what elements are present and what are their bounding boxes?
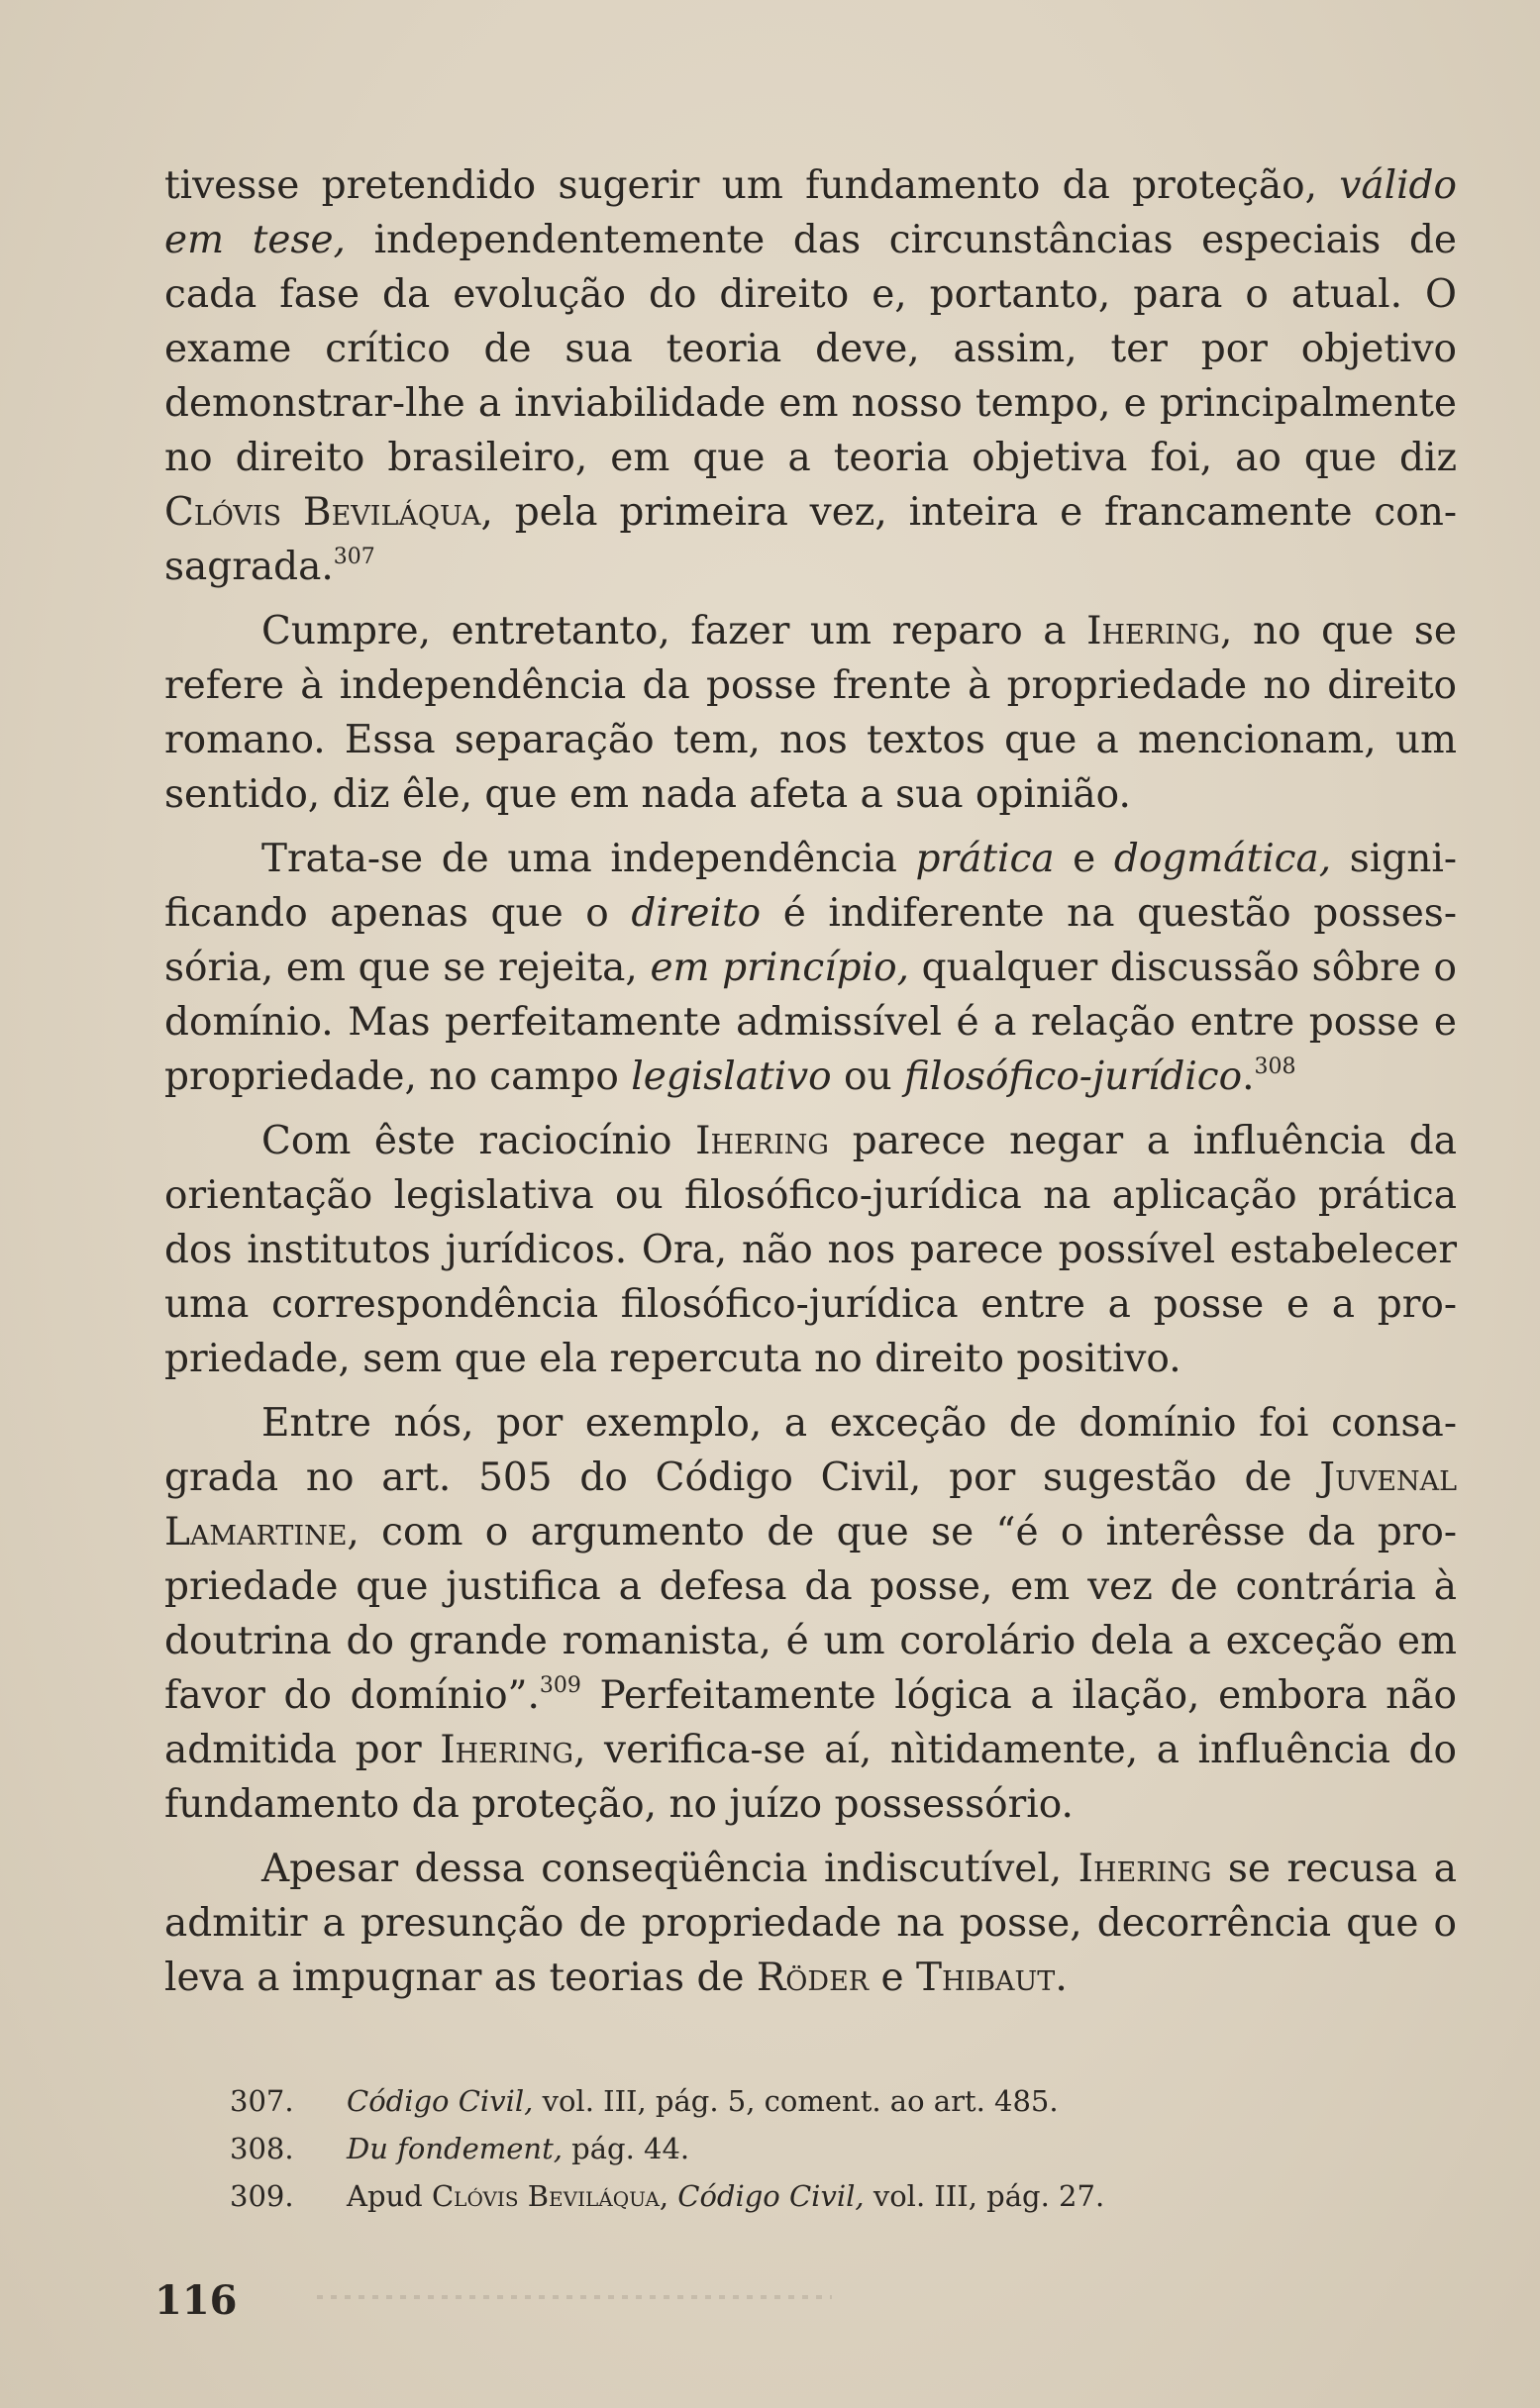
paragraph bbox=[164, 1842, 1457, 2005]
author-name: Ihering bbox=[1078, 1847, 1212, 1891]
footnotes bbox=[230, 2077, 1418, 2220]
paragraph bbox=[164, 158, 1457, 594]
footnote bbox=[230, 2077, 1418, 2125]
italic-text: Du fondement, bbox=[347, 2132, 563, 2165]
paragraph bbox=[164, 1396, 1457, 1832]
text-run: Apesar dessa conseqüência indiscutível, bbox=[261, 1847, 1078, 1891]
footnote-text bbox=[347, 2077, 1059, 2125]
print-smudge bbox=[317, 2295, 832, 2299]
footnote-text bbox=[347, 2172, 1104, 2220]
text-run: . bbox=[1055, 1956, 1068, 2000]
text-run: significando apenas que o bbox=[164, 837, 1457, 936]
author-name: Juvenal Lamartine bbox=[164, 1455, 1457, 1555]
author-name: Ihering bbox=[440, 1728, 574, 1772]
author-name: Thibaut bbox=[915, 1956, 1056, 2000]
text-run: , bbox=[659, 2179, 678, 2213]
body-text bbox=[164, 158, 1457, 2005]
text-run: se recusa a admitir a presunção de propriedade na posse, decorrência que o leva a impugnar as teorias de bbox=[164, 1847, 1457, 2000]
footnote-reference: 307 bbox=[333, 545, 375, 569]
italic-text: em princípio, bbox=[650, 946, 909, 990]
text-run: tivesse pretendido sugerir um fundamento da proteção, bbox=[164, 163, 1340, 208]
text-run: e bbox=[1054, 837, 1114, 881]
paragraph bbox=[164, 1114, 1457, 1386]
italic-text: válido em tese, bbox=[164, 163, 1457, 262]
author-name: Ihering bbox=[1086, 609, 1220, 653]
italic-text: dogmática, bbox=[1113, 837, 1332, 881]
footnote-reference: 308 bbox=[1254, 1054, 1296, 1079]
text-run: ou bbox=[831, 1054, 905, 1099]
author-name: Clóvis Beviláqua bbox=[164, 490, 481, 535]
footnote-text bbox=[347, 2125, 689, 2172]
footnote bbox=[230, 2125, 1418, 2172]
text-run: é indiferente na questão possessória, em que se rejeita, bbox=[164, 891, 1457, 990]
text-run: , com o argumento de que se “é o interêsse da propriedade que justifica a defesa da posse, em vez de contrária à doutrina do grande romanista, é um corolário dela a exceção em favor do domínio”. bbox=[164, 1510, 1457, 1718]
footnote-reference: 309 bbox=[539, 1673, 581, 1698]
italic-text: filosófico-jurídico bbox=[904, 1054, 1243, 1099]
text-run: vol. III, pág. 27. bbox=[864, 2179, 1105, 2213]
text-run: , no que se refere à independência da posse frente à propriedade no direito romano. Essa separação tem, nos textos que a mencionam, um sentido, diz êle, que em nada afeta a sua opinião. bbox=[164, 609, 1457, 817]
footnote-number: 307. bbox=[230, 2084, 294, 2118]
page-number: 116 bbox=[154, 2277, 238, 2324]
text-run: , pela primeira vez, inteira e francamente consagrada. bbox=[164, 490, 1458, 589]
text-run: Apud bbox=[347, 2179, 432, 2213]
footnote-number: 309. bbox=[230, 2179, 294, 2213]
text-run: Entre nós, por exemplo, a exceção de domínio foi consagrada no art. 505 do Código Civil, por sugestão de bbox=[164, 1401, 1457, 1500]
text-run: Cumpre, entretanto, fazer um reparo a bbox=[261, 609, 1087, 653]
text-run: . bbox=[1242, 1054, 1255, 1099]
text-run: , verifica-se aí, nìtidamente, a influência do fundamento da proteção, no juízo possessório. bbox=[164, 1728, 1457, 1827]
text-run: e bbox=[869, 1956, 916, 2000]
paragraph bbox=[164, 832, 1457, 1104]
footnote bbox=[230, 2172, 1418, 2220]
text-run: pág. 44. bbox=[562, 2132, 690, 2165]
italic-text: prática bbox=[915, 837, 1055, 881]
text-run: qualquer discussão sôbre o domínio. Mas perfeitamente admissível é a relação entre posse e propriedade, no campo bbox=[164, 946, 1457, 1099]
author-name: Clóvis Beviláqua bbox=[431, 2179, 660, 2213]
author-name: Röder bbox=[756, 1956, 870, 2000]
italic-text: direito bbox=[631, 891, 762, 936]
italic-text: legislativo bbox=[631, 1054, 832, 1099]
text-run: independentemente das circunstâncias especiais de cada fase da evolução do direito e, portanto, para o atual. O exame crítico de sua teoria deve, assim, ter por objetivo demonstrar-lhe a inviabilidade em nosso tempo, e principalmente no direito brasileiro, em que a teoria objetiva foi, ao que diz bbox=[164, 218, 1458, 480]
text-run: parece negar a influência da orientação legislativa ou filosófico-jurídica na aplicação prática dos institutos jurídicos. Ora, não nos parece possível estabelecer uma correspondência filosófico-jurídica entre a posse e a propriedade, sem que ela repercuta no direito positivo. bbox=[164, 1119, 1458, 1381]
paragraph bbox=[164, 604, 1457, 822]
italic-text: Código Civil, bbox=[347, 2084, 534, 2118]
text-run: vol. III, pág. 5, coment. ao art. 485. bbox=[533, 2084, 1059, 2118]
text-run: Perfeitamente lógica a ilação, embora não admitida por bbox=[164, 1673, 1457, 1772]
italic-text: Código Civil, bbox=[677, 2179, 865, 2213]
text-run: Trata-se de uma independência bbox=[261, 837, 916, 881]
text-run: Com êste raciocínio bbox=[261, 1119, 696, 1163]
footnote-number: 308. bbox=[230, 2132, 294, 2165]
author-name: Ihering bbox=[695, 1119, 829, 1163]
